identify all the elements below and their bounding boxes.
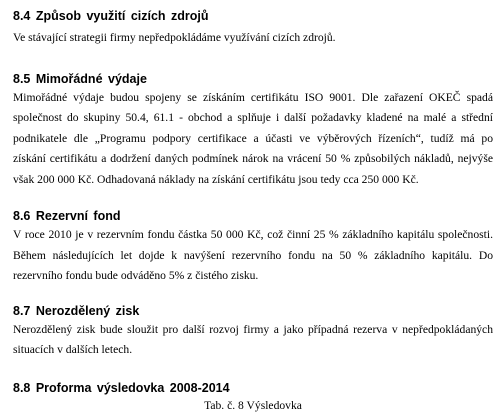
paragraph-line: V roce 2010 je v rezervním fondu částka 50 000 Kč, což činní 25 % základního kapitálu společnosti. (13, 228, 493, 241)
paragraph-line: Během následujících let dojde k navýšení rezervního fondu na 50 % základního kapitálu. Do (13, 248, 493, 262)
paragraph-line: Mimořádné výdaje budou spojeny se získáním certifikátu ISO 9001. Dle zařazení OKEČ spadá (13, 90, 493, 104)
paragraph-line: však 200 000 Kč. Odhadovaná náklady na získání certifikátu jsou tedy cca 250 000 Kč. (13, 172, 419, 186)
paragraph-line: Nerozdělený zisk bude sloužit pro další rozvoj firmy a jako případná rezerva v nepředpokládaných (13, 322, 493, 336)
paragraph-line: rezervního fondu bude odváděno 5% z čistého zisku. (13, 269, 259, 282)
paragraph-line: podnikatele dle „Programu podpory certifikace a účasti ve výběrových řízeních“, tudíž má po (13, 131, 493, 145)
section-paragraph-8-7 (13, 320, 493, 361)
section-paragraph-8-5 (13, 88, 493, 191)
paragraph-line: společnost do skupiny 50.4, 61.1 - obchod a splňuje i další požadavky kladené na malé a střední (13, 111, 493, 124)
section-heading-8-8: 8.8 Proforma výsledovka 2008-2014 (13, 380, 230, 395)
document-page (13, 4, 493, 414)
paragraph-line: získání certifikátu a dodržení daných podmínek nárok na vrácení 50 % způsobilých nákladů, nejvýše (13, 152, 493, 165)
section-paragraph-8-4 (13, 28, 493, 49)
section-heading-8-6: 8.6 Rezervní fond (13, 209, 121, 223)
table-caption: Tab. č. 8 Výsledovka (204, 398, 302, 412)
section-heading-8-5: 8.5 Mimořádné výdaje (13, 71, 147, 86)
section-heading-8-4: 8.4 Způsob využití cizích zdrojů (13, 9, 209, 23)
paragraph-line: Ve stávající strategii firmy nepředpokládáme využívání cizích zdrojů. (13, 31, 336, 44)
paragraph-line: situacích v dalších letech. (13, 343, 133, 356)
section-paragraph-8-6 (13, 225, 493, 287)
section-heading-8-7: 8.7 Nerozdělený zisk (13, 303, 140, 318)
